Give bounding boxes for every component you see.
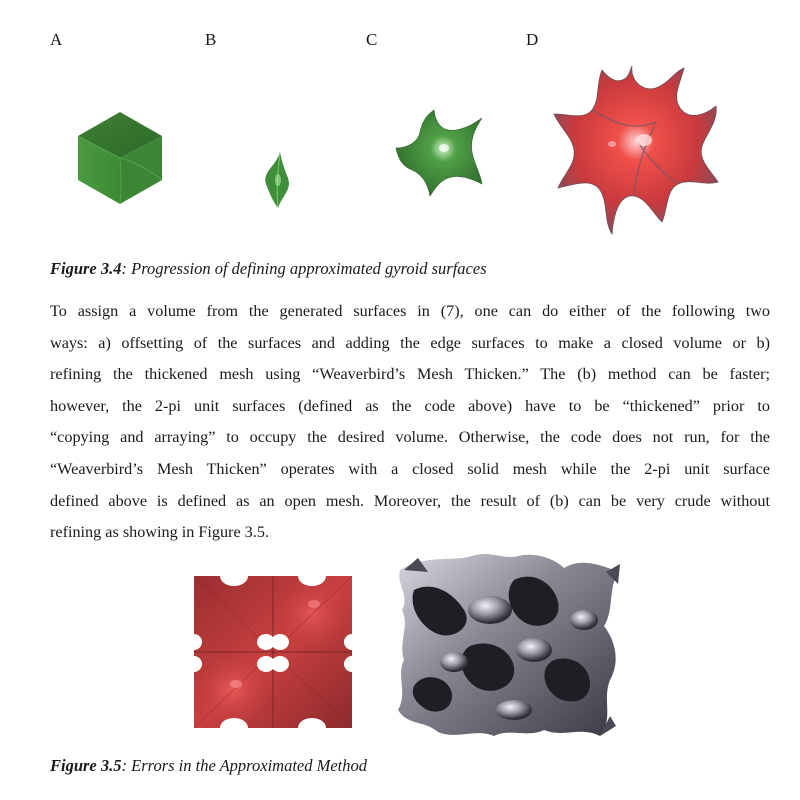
gyroid-star-surface-image xyxy=(394,108,484,198)
gyroid-cube-image xyxy=(70,108,170,208)
figure-3-4-caption-label: Figure 3.4 xyxy=(50,259,122,278)
body-paragraph xyxy=(50,296,770,549)
figure-3-5-caption-label: Figure 3.5 xyxy=(50,756,122,775)
paragraph-line: To assign a volume from the generated surfaces in (7), one can do either of the following two xyxy=(50,302,770,320)
gyroid-mesh-error-silver-image xyxy=(394,550,624,742)
paragraph-line: refining as showing in Figure 3.5. xyxy=(50,523,269,542)
gyroid-mesh-error-red-image xyxy=(194,576,352,728)
paragraph-line: refining the thickened mesh using “Weaverbird’s Mesh Thicken.” The (b) method can be faster; xyxy=(50,365,770,384)
panel-label-c: C xyxy=(366,30,378,49)
panel-label-a: A xyxy=(50,30,63,49)
paragraph-line: “Weaverbird’s Mesh Thicken” operates with a closed solid mesh while the 2-pi unit surface xyxy=(50,459,770,478)
gyroid-unit-surface-image xyxy=(258,150,298,210)
panel-label-b: B xyxy=(205,30,217,49)
figure-3-4-caption-text: : Progression of defining approximated gyroid surfaces xyxy=(121,259,487,278)
paragraph-line: however, the 2-pi unit surfaces (defined as the code above) have to be “thickened” prior to xyxy=(50,396,770,415)
gyroid-red-surface-image xyxy=(552,62,727,242)
paragraph-line: defined above is defined as an open mesh. Moreover, the result of (b) can be very crude without xyxy=(50,491,770,510)
paragraph-line: ways: a) offsetting of the surfaces and adding the edge surfaces to make a closed volume or b) xyxy=(50,333,770,352)
figure-3-5-caption xyxy=(50,756,367,776)
paragraph-line: “copying and arraying” to occupy the desired volume. Otherwise, the code does not run, for the xyxy=(50,428,770,447)
figure-3-4-caption xyxy=(50,259,487,279)
panel-label-d: D xyxy=(526,30,539,49)
figure-3-5-caption-text: : Errors in the Approximated Method xyxy=(121,756,368,775)
